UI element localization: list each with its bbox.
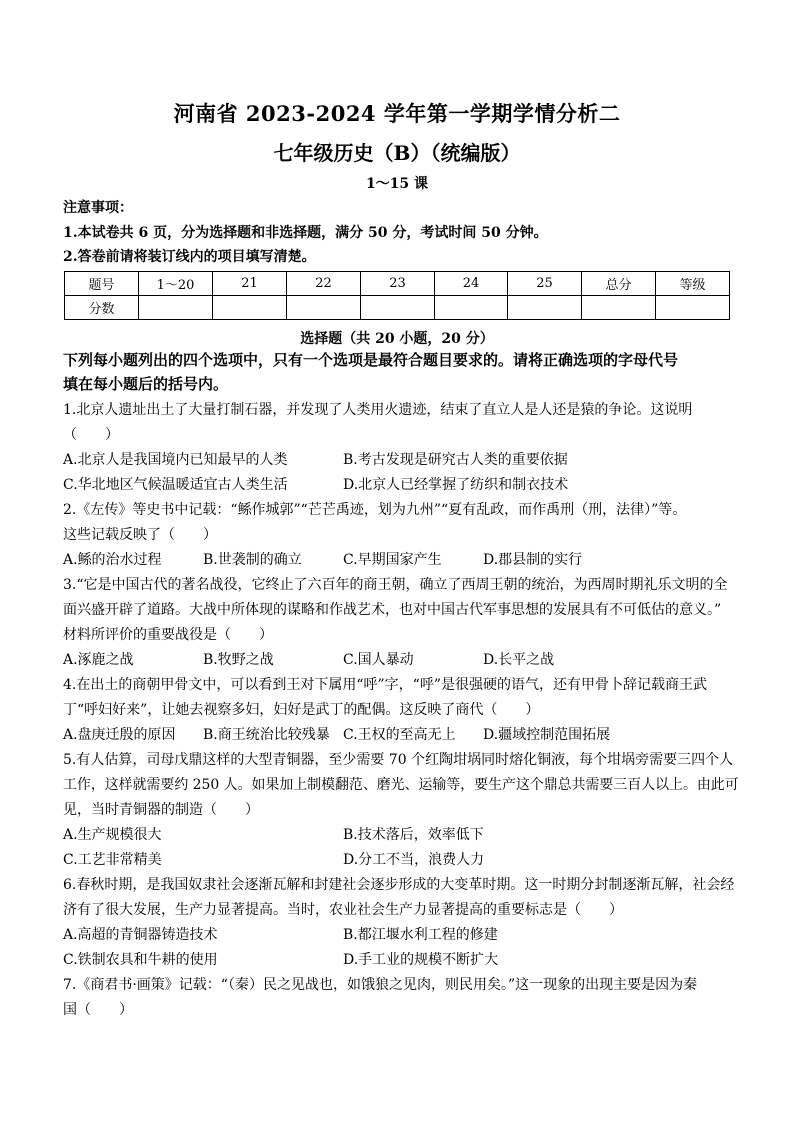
section-instruction-1: 下列每小题列出的四个选项中，只有一个选项是最符合题目要求的。请将正确选项的字母代号: [63, 351, 679, 369]
table-cell: 24: [435, 272, 508, 296]
option-b: B.牧野之战: [203, 652, 274, 668]
table-cell: 21: [213, 272, 287, 296]
score-entry-cell[interactable]: [287, 296, 361, 320]
exam-subtitle: 七年级历史（B）（统编版）: [273, 141, 521, 165]
section-title: 选择题（共 20 小题，20 分）: [300, 331, 494, 347]
table-cell: 等级: [656, 272, 730, 296]
score-entry-cell[interactable]: [213, 296, 287, 320]
question-5-text: 5.有人估算，司母戊鼎这样的大型青铜器，至少需要 70 个红陶坩埚同时熔化铜液，每个坩埚旁需要三四个人: [63, 752, 734, 768]
option-c: C.华北地区气候温暖适宜古人类生活: [63, 477, 288, 493]
question-5-text-cont: 工作，这样就需要约 250 人。如果加上制模翻范、磨光、运输等，要生产这个鼎总共需要三百人以上。由此可: [63, 777, 739, 793]
question-3-text-cont: 面兴盛开辟了道路。大战中所体现的谋略和作战艺术，也对中国古代军事思想的发展具有不可低估的意义。”: [63, 602, 722, 618]
option-c: C.铁制农具和牛耕的使用: [63, 952, 218, 968]
score-entry-cell[interactable]: [582, 296, 656, 320]
question-3-text-cont: 材料所评价的重要战役是（ ）: [63, 627, 273, 643]
option-d: D.郡县制的实行: [483, 552, 583, 568]
question-2-text-cont: 这些记载反映了（ ）: [63, 527, 217, 543]
table-cell: 22: [287, 272, 361, 296]
score-table-header-row: [65, 272, 730, 296]
question-6-text: 6.春秋时期，是我国奴隶社会逐渐瓦解和封建社会逐步形成的大变革时期。这一时期分封制逐渐瓦解，社会经: [63, 877, 735, 893]
score-table-score-row: [65, 296, 730, 320]
notice-item-1: 1.本试卷共 6 页，分为选择题和非选择题，满分 50 分，考试时间 50 分钟。: [63, 225, 548, 241]
option-a: A.生产规模很大: [63, 827, 162, 843]
notice-heading: 注意事项：: [63, 200, 133, 216]
question-1-bracket: （ ）: [63, 427, 119, 443]
table-cell: 分数: [65, 296, 139, 320]
lesson-range: 1～15 课: [365, 176, 429, 192]
table-cell: 题号: [65, 272, 139, 296]
option-b: B.商王统治比较残暴: [203, 727, 330, 743]
question-7-text: 7.《商君书·画策》记载：“（秦）民之见战也，如饿狼之见肉，则民用矣。”这一现象的出现主要是因为秦: [63, 977, 698, 993]
exam-title: 河南省 2023-2024 学年第一学期学情分析二: [173, 101, 621, 126]
score-entry-cell[interactable]: [139, 296, 213, 320]
option-a: A.涿鹿之战: [63, 652, 134, 668]
option-a: A.高超的青铜器铸造技术: [63, 927, 218, 943]
question-6-text-cont: 济有了很大发展，生产力显著提高。当时，农业社会生产力显著提高的重要标志是（ ）: [63, 902, 623, 918]
option-d: D.手工业的规模不断扩大: [343, 952, 499, 968]
option-a: A.盘庚迁殷的原因: [63, 727, 176, 743]
table-cell: 23: [361, 272, 435, 296]
question-4-text-cont: 丁“呼妇好来”，让她去视察多妇，妇好是武丁的配偶。这反映了商代（ ）: [63, 702, 540, 718]
score-entry-cell[interactable]: [656, 296, 730, 320]
question-4-text: 4.在出土的商朝甲骨文中，可以看到王对下属用“呼”字，“呼”是很强硬的语气，还有甲骨卜辞记载商王武: [63, 677, 707, 693]
option-c: C.早期国家产生: [343, 552, 442, 568]
question-1-text: 1.北京人遗址出土了大量打制石器，并发现了人类用火遗迹，结束了直立人是人还是猿的争论。这说明: [63, 402, 693, 418]
table-cell: 总分: [582, 272, 656, 296]
option-c: C.国人暴动: [343, 652, 414, 668]
option-b: B.世袭制的确立: [203, 552, 302, 568]
question-7-text-cont: 国（ ）: [63, 1002, 133, 1018]
score-table: [64, 271, 730, 320]
question-3-text: 3.“它是中国古代的著名战役，它终止了六百年的商王朝，确立了西周王朝的统治，为西周时期礼乐文明的全: [63, 577, 728, 593]
option-c: C.工艺非常精美: [63, 852, 162, 868]
option-d: D.疆域控制范围拓展: [483, 727, 611, 743]
table-cell: 25: [508, 272, 582, 296]
option-d: D.长平之战: [483, 652, 555, 668]
option-c: C.王权的至高无上: [343, 727, 456, 743]
option-b: B.考古发现是研究古人类的重要依据: [343, 452, 568, 468]
score-entry-cell[interactable]: [435, 296, 508, 320]
question-5-text-cont: 见，当时青铜器的制造（ ）: [63, 802, 259, 818]
section-instruction-2: 填在每小题后的括号内。: [63, 375, 229, 393]
question-2-text: 2.《左传》等史书中记载：“鲧作城郭”“芒芒禹迹，划为九州”“夏有乱政，而作禹刑（刑，法律）”等。: [63, 502, 687, 518]
option-b: B.都江堰水利工程的修建: [343, 927, 498, 943]
table-cell: 1～20: [139, 272, 213, 296]
option-a: A.鲧的治水过程: [63, 552, 162, 568]
option-d: D.北京人已经掌握了纺织和制衣技术: [343, 477, 569, 493]
score-entry-cell[interactable]: [361, 296, 435, 320]
score-entry-cell[interactable]: [508, 296, 582, 320]
option-d: D.分工不当，浪费人力: [343, 852, 485, 868]
notice-item-2: 2.答卷前请将装订线内的项目填写清楚。: [63, 249, 316, 265]
option-b: B.技术落后，效率低下: [343, 827, 484, 843]
option-a: A.北京人是我国境内已知最早的人类: [63, 452, 288, 468]
